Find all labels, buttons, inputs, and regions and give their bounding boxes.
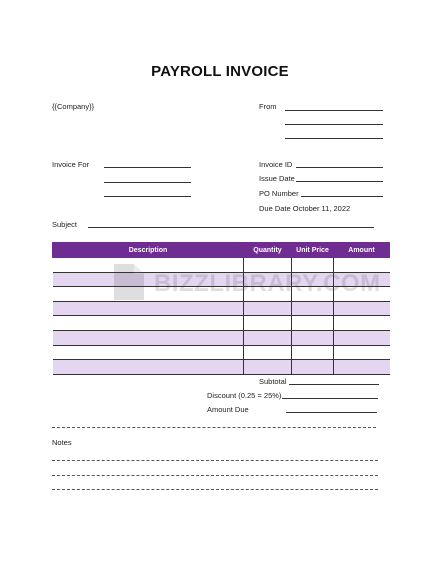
table-row bbox=[53, 258, 390, 273]
cell-quantity[interactable] bbox=[244, 330, 292, 345]
cell-amount[interactable] bbox=[334, 301, 390, 316]
cell-amount[interactable] bbox=[334, 330, 390, 345]
table-row bbox=[53, 330, 390, 345]
subject-field[interactable] bbox=[88, 227, 374, 228]
cell-quantity[interactable] bbox=[244, 258, 292, 273]
cell-amount[interactable] bbox=[334, 287, 390, 302]
subtotal-label: Subtotal bbox=[259, 377, 287, 386]
cell-amount[interactable] bbox=[334, 272, 390, 287]
discount-label: Discount (0.25 = 25%) bbox=[207, 391, 282, 400]
from-label: From bbox=[259, 102, 277, 111]
table-row bbox=[53, 360, 390, 375]
cell-unit-price[interactable] bbox=[292, 360, 334, 375]
cell-amount[interactable] bbox=[334, 316, 390, 331]
page-title: PAYROLL INVOICE bbox=[151, 63, 289, 80]
invoice-for-line-3[interactable] bbox=[104, 196, 191, 197]
cell-description[interactable] bbox=[53, 258, 244, 273]
cell-quantity[interactable] bbox=[244, 345, 292, 360]
cell-description[interactable] bbox=[53, 345, 244, 360]
subject-label: Subject bbox=[52, 220, 78, 229]
cell-unit-price[interactable] bbox=[292, 258, 334, 273]
issue-date-field[interactable] bbox=[296, 181, 383, 182]
table-header-row bbox=[53, 243, 390, 258]
due-date bbox=[259, 204, 350, 213]
cell-amount[interactable] bbox=[334, 345, 390, 360]
items-table bbox=[52, 242, 390, 375]
po-number-field[interactable] bbox=[301, 196, 383, 197]
cell-quantity[interactable] bbox=[244, 316, 292, 331]
col-header-quantity: Quantity bbox=[244, 243, 292, 258]
cell-unit-price[interactable] bbox=[292, 330, 334, 345]
table-row bbox=[53, 287, 390, 302]
from-line-2[interactable] bbox=[285, 124, 383, 125]
from-line-3[interactable] bbox=[285, 138, 383, 139]
cell-quantity[interactable] bbox=[244, 301, 292, 316]
amount-due-label: Amount Due bbox=[207, 405, 249, 414]
cell-amount[interactable] bbox=[334, 258, 390, 273]
notes-line-2[interactable] bbox=[52, 475, 378, 476]
table-row bbox=[53, 316, 390, 331]
cell-unit-price[interactable] bbox=[292, 287, 334, 302]
due-date-label: Due Date bbox=[259, 204, 291, 213]
cell-description[interactable] bbox=[53, 360, 244, 375]
invoice-for-line-1[interactable] bbox=[104, 167, 191, 168]
cell-unit-price[interactable] bbox=[292, 345, 334, 360]
cell-quantity[interactable] bbox=[244, 287, 292, 302]
notes-line-3[interactable] bbox=[52, 489, 378, 490]
cell-description[interactable] bbox=[53, 287, 244, 302]
table-row bbox=[53, 301, 390, 316]
cell-quantity[interactable] bbox=[244, 272, 292, 287]
divider bbox=[52, 427, 376, 428]
cell-unit-price[interactable] bbox=[292, 301, 334, 316]
col-header-unit-price: Unit Price bbox=[292, 243, 334, 258]
issue-date-label: Issue Date bbox=[259, 174, 295, 183]
notes-line-1[interactable] bbox=[52, 460, 378, 461]
invoice-id-field[interactable] bbox=[296, 167, 383, 168]
col-header-amount: Amount bbox=[334, 243, 390, 258]
notes-label: Notes bbox=[52, 438, 72, 447]
table-row bbox=[53, 272, 390, 287]
due-date-value: October 11, 2022 bbox=[292, 204, 351, 213]
from-line-1[interactable] bbox=[285, 110, 383, 111]
invoice-for-line-2[interactable] bbox=[104, 182, 191, 183]
invoice-for-label: Invoice For bbox=[52, 160, 90, 169]
cell-description[interactable] bbox=[53, 301, 244, 316]
company-placeholder: {{Company}} bbox=[52, 102, 95, 111]
table-row bbox=[53, 345, 390, 360]
cell-description[interactable] bbox=[53, 330, 244, 345]
discount-field[interactable] bbox=[282, 398, 378, 399]
col-header-description: Description bbox=[53, 243, 244, 258]
po-number-label: PO Number bbox=[259, 189, 299, 198]
cell-description[interactable] bbox=[53, 272, 244, 287]
cell-unit-price[interactable] bbox=[292, 316, 334, 331]
cell-quantity[interactable] bbox=[244, 360, 292, 375]
cell-amount[interactable] bbox=[334, 360, 390, 375]
cell-description[interactable] bbox=[53, 316, 244, 331]
amount-due-field[interactable] bbox=[286, 412, 377, 413]
cell-unit-price[interactable] bbox=[292, 272, 334, 287]
subtotal-field[interactable] bbox=[289, 384, 379, 385]
invoice-id-label: Invoice ID bbox=[259, 160, 293, 169]
